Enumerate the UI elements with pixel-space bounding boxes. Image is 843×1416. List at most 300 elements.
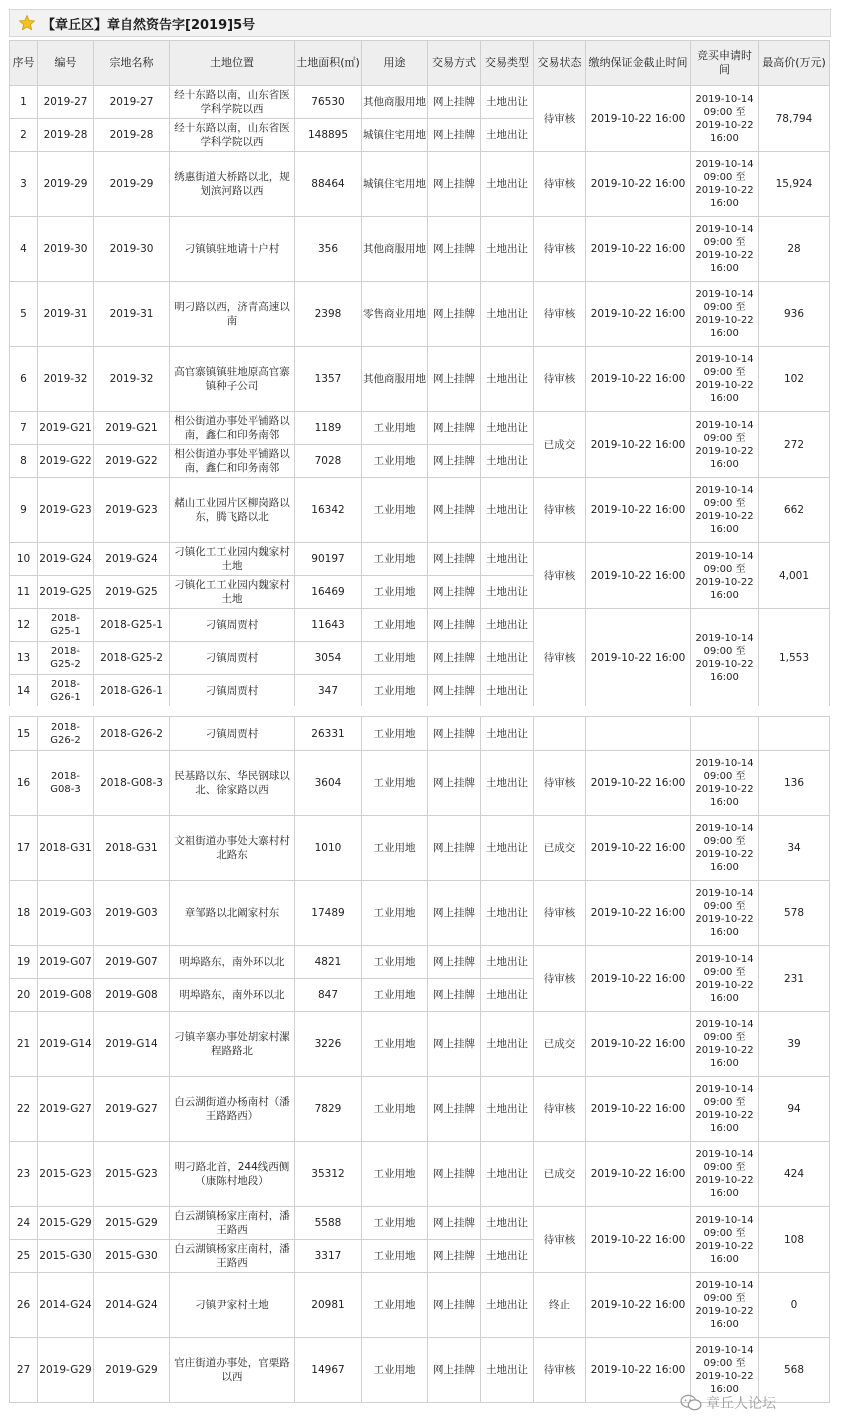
- cell-method: 网上挂牌: [428, 609, 481, 642]
- table-row: [10, 1012, 830, 1077]
- cell-type: 土地出让: [481, 979, 534, 1012]
- cell-parcel-name: 2018-G26-2: [94, 717, 170, 751]
- cell-type: 土地出让: [481, 609, 534, 642]
- cell-area: 356: [295, 217, 362, 282]
- cell-deposit-deadline: 2019-10-22 16:00: [586, 1012, 691, 1077]
- cell-type: 土地出让: [481, 282, 534, 347]
- cell-deposit-deadline: 2019-10-22 16:00: [586, 946, 691, 1012]
- cell-area: 88464: [295, 152, 362, 217]
- cell-parcel-name: 2018-G26-1: [94, 675, 170, 708]
- table-row: [10, 412, 830, 445]
- cell-max-price: 1,553: [759, 609, 830, 708]
- cell-parcel-name: 2019-G24: [94, 543, 170, 576]
- col-header-type: 交易类型: [481, 41, 534, 86]
- cell-parcel-name: 2019-G29: [94, 1338, 170, 1403]
- cell-method: 网上挂牌: [428, 282, 481, 347]
- cell-use: 工业用地: [362, 445, 428, 478]
- wechat-icon: [680, 1394, 702, 1412]
- cell-location: 刁镇尹家村土地: [170, 1273, 295, 1338]
- cell-area: 4821: [295, 946, 362, 979]
- cell-location: 刁镇周贾村: [170, 642, 295, 675]
- cell-deposit-deadline: 2019-10-22 16:00: [586, 1273, 691, 1338]
- cell-method: 网上挂牌: [428, 1012, 481, 1077]
- cell-type: 土地出让: [481, 445, 534, 478]
- cell-location: 明埠路东，南外环以北: [170, 946, 295, 979]
- cell-method: 网上挂牌: [428, 1273, 481, 1338]
- cell-seq: 9: [10, 478, 38, 543]
- table-row: [10, 946, 830, 979]
- cell-code: 2014-G24: [38, 1273, 94, 1338]
- cell-use: 工业用地: [362, 979, 428, 1012]
- cell-seq: 23: [10, 1142, 38, 1207]
- cell-parcel-name: 2019-G27: [94, 1077, 170, 1142]
- cell-deposit-deadline: 2019-10-22 16:00: [586, 1142, 691, 1207]
- cell-seq: 16: [10, 751, 38, 816]
- cell-area: 7829: [295, 1077, 362, 1142]
- cell-seq: 26: [10, 1273, 38, 1338]
- cell-method: 网上挂牌: [428, 1207, 481, 1240]
- cell-apply-time: 2019-10-14 09:00 至 2019-10-22 16:00: [691, 1273, 759, 1338]
- cell-location: 明刁路北首，244线西侧（康陈村地段）: [170, 1142, 295, 1207]
- cell-type: 土地出让: [481, 675, 534, 708]
- cell-seq: 11: [10, 576, 38, 609]
- cell-type: 土地出让: [481, 412, 534, 445]
- cell-code: 2018-G26-1: [38, 675, 94, 708]
- cell-apply-time: 2019-10-14 09:00 至 2019-10-22 16:00: [691, 1338, 759, 1403]
- cell-deposit-deadline: 2019-10-22 16:00: [586, 881, 691, 946]
- cell-seq: 10: [10, 543, 38, 576]
- cell-method: 网上挂牌: [428, 152, 481, 217]
- cell-type: 土地出让: [481, 576, 534, 609]
- cell-deposit-deadline: 2019-10-22 16:00: [586, 1338, 691, 1403]
- col-header-parcel-name: 宗地名称: [94, 41, 170, 86]
- cell-area: 1357: [295, 347, 362, 412]
- cell-area: 11643: [295, 609, 362, 642]
- cell-seq: 19: [10, 946, 38, 979]
- cell-apply-time: 2019-10-14 09:00 至 2019-10-22 16:00: [691, 86, 759, 152]
- cell-location: 刁镇周贾村: [170, 609, 295, 642]
- cell-apply-time: 2019-10-14 09:00 至 2019-10-22 16:00: [691, 282, 759, 347]
- cell-method: 网上挂牌: [428, 347, 481, 412]
- cell-use: 工业用地: [362, 675, 428, 708]
- cell-parcel-name: 2015-G29: [94, 1207, 170, 1240]
- cell-code: 2018-G31: [38, 816, 94, 881]
- cell-parcel-name: 2018-G25-2: [94, 642, 170, 675]
- cell-apply-time: 2019-10-14 09:00 至 2019-10-22 16:00: [691, 217, 759, 282]
- col-header-status: 交易状态: [534, 41, 586, 86]
- cell-seq: 22: [10, 1077, 38, 1142]
- col-header-max-price: 最高价(万元): [759, 41, 830, 86]
- cell-type: 土地出让: [481, 1240, 534, 1273]
- cell-seq: 17: [10, 816, 38, 881]
- cell-parcel-name: 2019-G07: [94, 946, 170, 979]
- cell-area: 347: [295, 675, 362, 708]
- cell-type: 土地出让: [481, 1338, 534, 1403]
- table-row: [10, 347, 830, 412]
- cell-code: 2019-G29: [38, 1338, 94, 1403]
- cell-code: 2019-G14: [38, 1012, 94, 1077]
- cell-deposit-deadline: 2019-10-22 16:00: [586, 478, 691, 543]
- cell-use: 城镇住宅用地: [362, 152, 428, 217]
- cell-code: 2019-G08: [38, 979, 94, 1012]
- cell-method: 网上挂牌: [428, 576, 481, 609]
- cell-use: 其他商服用地: [362, 217, 428, 282]
- cell-location: 刁镇化工工业园内魏家村土地: [170, 576, 295, 609]
- cell-area: 17489: [295, 881, 362, 946]
- cell-max-price: 136: [759, 751, 830, 816]
- table-row: [10, 717, 830, 751]
- cell-code: 2019-G03: [38, 881, 94, 946]
- col-header-area: 土地面积(㎡): [295, 41, 362, 86]
- cell-use: 城镇住宅用地: [362, 119, 428, 152]
- cell-code: 2019-28: [38, 119, 94, 152]
- cell-use: 工业用地: [362, 717, 428, 751]
- cell-deposit-deadline: 2019-10-22 16:00: [586, 609, 691, 708]
- cell-type: 土地出让: [481, 1273, 534, 1338]
- cell-max-price: 39: [759, 1012, 830, 1077]
- cell-seq: 5: [10, 282, 38, 347]
- cell-area: 3604: [295, 751, 362, 816]
- cell-deposit-deadline: 2019-10-22 16:00: [586, 347, 691, 412]
- cell-code: 2018-G25-1: [38, 609, 94, 642]
- cell-seq: 7: [10, 412, 38, 445]
- cell-seq: 8: [10, 445, 38, 478]
- table-row: [10, 543, 830, 576]
- cell-location: 文祖街道办事处大寨村村北路东: [170, 816, 295, 881]
- table-row: [10, 86, 830, 119]
- cell-status: 已成交: [534, 412, 586, 478]
- cell-seq: 15: [10, 717, 38, 751]
- cell-use: 工业用地: [362, 1012, 428, 1077]
- cell-max-price: 15,924: [759, 152, 830, 217]
- cell-seq: 12: [10, 609, 38, 642]
- cell-parcel-name: 2019-29: [94, 152, 170, 217]
- cell-method: 网上挂牌: [428, 86, 481, 119]
- cell-method: 网上挂牌: [428, 478, 481, 543]
- table-row: [10, 1077, 830, 1142]
- cell-method: 网上挂牌: [428, 1077, 481, 1142]
- cell-status: 待审核: [534, 543, 586, 609]
- cell-area: 16342: [295, 478, 362, 543]
- cell-status: 待审核: [534, 751, 586, 816]
- cell-seq: 14: [10, 675, 38, 708]
- cell-seq: 2: [10, 119, 38, 152]
- cell-area: 90197: [295, 543, 362, 576]
- cell-type: 土地出让: [481, 217, 534, 282]
- cell-location: 赭山工业园片区柳岗路以东，腾飞路以北: [170, 478, 295, 543]
- cell-parcel-name: 2019-G22: [94, 445, 170, 478]
- cell-parcel-name: 2019-32: [94, 347, 170, 412]
- cell-status: 待审核: [534, 152, 586, 217]
- col-header-method: 交易方式: [428, 41, 481, 86]
- col-header-apply-time: 竞买申请时间: [691, 41, 759, 86]
- table-row: [10, 751, 830, 816]
- cell-location: 刁镇周贾村: [170, 717, 295, 751]
- cell-parcel-name: 2019-G25: [94, 576, 170, 609]
- cell-use: 工业用地: [362, 1240, 428, 1273]
- cell-location: 刁镇辛寨办事处胡家村漯程路路北: [170, 1012, 295, 1077]
- cell-seq: 25: [10, 1240, 38, 1273]
- cell-location: 经十东路以南，山东省医学科学院以西: [170, 86, 295, 119]
- cell-max-price: 78,794: [759, 86, 830, 152]
- cell-parcel-name: 2019-G21: [94, 412, 170, 445]
- cell-type: 土地出让: [481, 1207, 534, 1240]
- cell-method: 网上挂牌: [428, 881, 481, 946]
- cell-use: 其他商服用地: [362, 86, 428, 119]
- cell-method: 网上挂牌: [428, 217, 481, 282]
- cell-apply-time: 2019-10-14 09:00 至 2019-10-22 16:00: [691, 152, 759, 217]
- cell-area: 35312: [295, 1142, 362, 1207]
- cell-use: 工业用地: [362, 543, 428, 576]
- cell-code: 2019-27: [38, 86, 94, 119]
- cell-max-price: 936: [759, 282, 830, 347]
- cell-deposit-deadline: 2019-10-22 16:00: [586, 816, 691, 881]
- cell-seq: 18: [10, 881, 38, 946]
- cell-max-price: 424: [759, 1142, 830, 1207]
- cell-seq: 20: [10, 979, 38, 1012]
- cell-apply-time: 2019-10-14 09:00 至 2019-10-22 16:00: [691, 1012, 759, 1077]
- cell-max-price: 28: [759, 217, 830, 282]
- cell-area: 1010: [295, 816, 362, 881]
- cell-parcel-name: 2019-G08: [94, 979, 170, 1012]
- table-row: [10, 816, 830, 881]
- cell-deposit-deadline: 2019-10-22 16:00: [586, 152, 691, 217]
- cell-parcel-name: 2019-30: [94, 217, 170, 282]
- cell-max-price: 568: [759, 1338, 830, 1403]
- cell-parcel-name: 2018-G25-1: [94, 609, 170, 642]
- cell-code: 2019-31: [38, 282, 94, 347]
- cell-code: 2019-30: [38, 217, 94, 282]
- cell-use: 工业用地: [362, 1207, 428, 1240]
- cell-apply-time: 2019-10-14 09:00 至 2019-10-22 16:00: [691, 347, 759, 412]
- cell-apply-time: 2019-10-14 09:00 至 2019-10-22 16:00: [691, 816, 759, 881]
- cell-use: 其他商服用地: [362, 347, 428, 412]
- cell-max-price: 231: [759, 946, 830, 1012]
- cell-location: 明埠路东，南外环以北: [170, 979, 295, 1012]
- cell-apply-time: [691, 717, 759, 751]
- cell-area: 5588: [295, 1207, 362, 1240]
- cell-code: 2018-G08-3: [38, 751, 94, 816]
- cell-type: 土地出让: [481, 152, 534, 217]
- cell-type: 土地出让: [481, 642, 534, 675]
- cell-apply-time: 2019-10-14 09:00 至 2019-10-22 16:00: [691, 751, 759, 816]
- cell-max-price: 94: [759, 1077, 830, 1142]
- cell-use: 工业用地: [362, 609, 428, 642]
- cell-max-price: 578: [759, 881, 830, 946]
- cell-use: 工业用地: [362, 881, 428, 946]
- cell-parcel-name: 2019-G14: [94, 1012, 170, 1077]
- cell-status: 待审核: [534, 881, 586, 946]
- cell-code: 2015-G29: [38, 1207, 94, 1240]
- cell-max-price: 272: [759, 412, 830, 478]
- cell-parcel-name: 2018-G08-3: [94, 751, 170, 816]
- cell-seq: 27: [10, 1338, 38, 1403]
- cell-use: 工业用地: [362, 1077, 428, 1142]
- cell-deposit-deadline: 2019-10-22 16:00: [586, 1207, 691, 1273]
- cell-type: 土地出让: [481, 946, 534, 979]
- cell-location: 白云湖镇杨家庄南村，潘王路西: [170, 1240, 295, 1273]
- land-table-part-2: [9, 716, 830, 1403]
- cell-deposit-deadline: 2019-10-22 16:00: [586, 86, 691, 152]
- cell-seq: 4: [10, 217, 38, 282]
- cell-use: 工业用地: [362, 412, 428, 445]
- cell-code: 2019-G07: [38, 946, 94, 979]
- cell-max-price: 34: [759, 816, 830, 881]
- cell-type: 土地出让: [481, 816, 534, 881]
- cell-use: 工业用地: [362, 946, 428, 979]
- table-row: [10, 152, 830, 217]
- cell-seq: 24: [10, 1207, 38, 1240]
- cell-use: 工业用地: [362, 816, 428, 881]
- cell-max-price: 0: [759, 1273, 830, 1338]
- cell-status: 已成交: [534, 1012, 586, 1077]
- cell-method: 网上挂牌: [428, 751, 481, 816]
- cell-type: 土地出让: [481, 543, 534, 576]
- cell-area: 16469: [295, 576, 362, 609]
- cell-location: 章邹路以北阚家村东: [170, 881, 295, 946]
- cell-method: 网上挂牌: [428, 1142, 481, 1207]
- cell-type: 土地出让: [481, 717, 534, 751]
- col-header-use: 用途: [362, 41, 428, 86]
- cell-code: 2019-G21: [38, 412, 94, 445]
- cell-use: 工业用地: [362, 478, 428, 543]
- cell-parcel-name: 2019-28: [94, 119, 170, 152]
- cell-parcel-name: 2019-27: [94, 86, 170, 119]
- cell-deposit-deadline: 2019-10-22 16:00: [586, 1077, 691, 1142]
- cell-location: 相公街道办事处平铺路以南，鑫仁和印务南邻: [170, 445, 295, 478]
- cell-type: 土地出让: [481, 1077, 534, 1142]
- cell-area: 3226: [295, 1012, 362, 1077]
- cell-parcel-name: 2015-G23: [94, 1142, 170, 1207]
- cell-type: 土地出让: [481, 347, 534, 412]
- cell-location: 高官寨镇镇驻地原高官寨镇种子公司: [170, 347, 295, 412]
- cell-type: 土地出让: [481, 1142, 534, 1207]
- cell-code: 2018-G25-2: [38, 642, 94, 675]
- cell-deposit-deadline: 2019-10-22 16:00: [586, 282, 691, 347]
- cell-apply-time: 2019-10-14 09:00 至 2019-10-22 16:00: [691, 946, 759, 1012]
- notice-title: 【章丘区】章自然资告字[2019]5号: [42, 17, 256, 33]
- table-row: [10, 1273, 830, 1338]
- cell-code: 2019-G22: [38, 445, 94, 478]
- watermark-text: 章丘人论坛: [706, 1396, 776, 1412]
- cell-max-price: 102: [759, 347, 830, 412]
- cell-location: 白云湖镇杨家庄南村，潘王路西: [170, 1207, 295, 1240]
- cell-location: 白云湖街道办杨南村（潘王路路西）: [170, 1077, 295, 1142]
- table-row: [10, 609, 830, 642]
- cell-deposit-deadline: 2019-10-22 16:00: [586, 217, 691, 282]
- cell-location: 民基路以东、华民钢球以北、徐家路以西: [170, 751, 295, 816]
- cell-apply-time: 2019-10-14 09:00 至 2019-10-22 16:00: [691, 412, 759, 478]
- cell-area: 1189: [295, 412, 362, 445]
- table-row: [10, 282, 830, 347]
- cell-area: 2398: [295, 282, 362, 347]
- cell-location: 刁镇化工工业园内魏家村土地: [170, 543, 295, 576]
- cell-method: 网上挂牌: [428, 1338, 481, 1403]
- cell-seq: 6: [10, 347, 38, 412]
- cell-parcel-name: 2019-31: [94, 282, 170, 347]
- cell-status: 待审核: [534, 86, 586, 152]
- cell-type: 土地出让: [481, 478, 534, 543]
- cell-method: 网上挂牌: [428, 543, 481, 576]
- cell-status: 已成交: [534, 816, 586, 881]
- cell-deposit-deadline: 2019-10-22 16:00: [586, 412, 691, 478]
- cell-status: 待审核: [534, 217, 586, 282]
- cell-apply-time: 2019-10-14 09:00 至 2019-10-22 16:00: [691, 1207, 759, 1273]
- cell-seq: 3: [10, 152, 38, 217]
- star-icon: [18, 14, 36, 32]
- cell-method: 网上挂牌: [428, 675, 481, 708]
- cell-type: 土地出让: [481, 86, 534, 119]
- cell-code: 2018-G26-2: [38, 717, 94, 751]
- cell-area: 7028: [295, 445, 362, 478]
- cell-seq: 21: [10, 1012, 38, 1077]
- cell-status: 待审核: [534, 1338, 586, 1403]
- notice-title-bar: [9, 9, 831, 37]
- cell-code: 2019-29: [38, 152, 94, 217]
- cell-apply-time: 2019-10-14 09:00 至 2019-10-22 16:00: [691, 1142, 759, 1207]
- cell-code: 2015-G30: [38, 1240, 94, 1273]
- table-row: [10, 217, 830, 282]
- forum-watermark: [680, 1393, 776, 1413]
- cell-parcel-name: 2019-G03: [94, 881, 170, 946]
- cell-apply-time: 2019-10-14 09:00 至 2019-10-22 16:00: [691, 478, 759, 543]
- cell-area: 76530: [295, 86, 362, 119]
- cell-code: 2015-G23: [38, 1142, 94, 1207]
- cell-apply-time: 2019-10-14 09:00 至 2019-10-22 16:00: [691, 609, 759, 708]
- cell-status: 待审核: [534, 1207, 586, 1273]
- table-row: [10, 1207, 830, 1240]
- col-header-deposit-deadline: 缴纳保证金截止时间: [586, 41, 691, 86]
- cell-deposit-deadline: 2019-10-22 16:00: [586, 543, 691, 609]
- cell-apply-time: 2019-10-14 09:00 至 2019-10-22 16:00: [691, 881, 759, 946]
- cell-area: 26331: [295, 717, 362, 751]
- cell-parcel-name: 2014-G24: [94, 1273, 170, 1338]
- cell-use: 工业用地: [362, 642, 428, 675]
- cell-location: 官庄街道办事处，官栗路以西: [170, 1338, 295, 1403]
- cell-deposit-deadline: 2019-10-22 16:00: [586, 751, 691, 816]
- cell-max-price: [759, 717, 830, 751]
- land-table-part-1: [9, 40, 830, 708]
- page-break-strip: [9, 706, 831, 715]
- cell-code: 2019-G24: [38, 543, 94, 576]
- cell-method: 网上挂牌: [428, 979, 481, 1012]
- cell-status: 已成交: [534, 1142, 586, 1207]
- cell-method: 网上挂牌: [428, 717, 481, 751]
- cell-method: 网上挂牌: [428, 1240, 481, 1273]
- cell-use: 工业用地: [362, 576, 428, 609]
- cell-status: 待审核: [534, 609, 586, 708]
- cell-type: 土地出让: [481, 119, 534, 152]
- cell-seq: 13: [10, 642, 38, 675]
- cell-deposit-deadline: [586, 717, 691, 751]
- cell-code: 2019-G27: [38, 1077, 94, 1142]
- cell-location: 经十东路以南，山东省医学科学院以西: [170, 119, 295, 152]
- cell-max-price: 662: [759, 478, 830, 543]
- cell-area: 847: [295, 979, 362, 1012]
- cell-code: 2019-G23: [38, 478, 94, 543]
- cell-max-price: 108: [759, 1207, 830, 1273]
- table-row: [10, 881, 830, 946]
- cell-location: 绣惠街道大桥路以北，规划滨河路以西: [170, 152, 295, 217]
- table-row: [10, 1142, 830, 1207]
- cell-use: 零售商业用地: [362, 282, 428, 347]
- cell-area: 20981: [295, 1273, 362, 1338]
- cell-location: 刁镇镇驻地请十户村: [170, 217, 295, 282]
- cell-type: 土地出让: [481, 751, 534, 816]
- cell-status: 待审核: [534, 946, 586, 1012]
- col-header-code: 编号: [38, 41, 94, 86]
- cell-method: 网上挂牌: [428, 816, 481, 881]
